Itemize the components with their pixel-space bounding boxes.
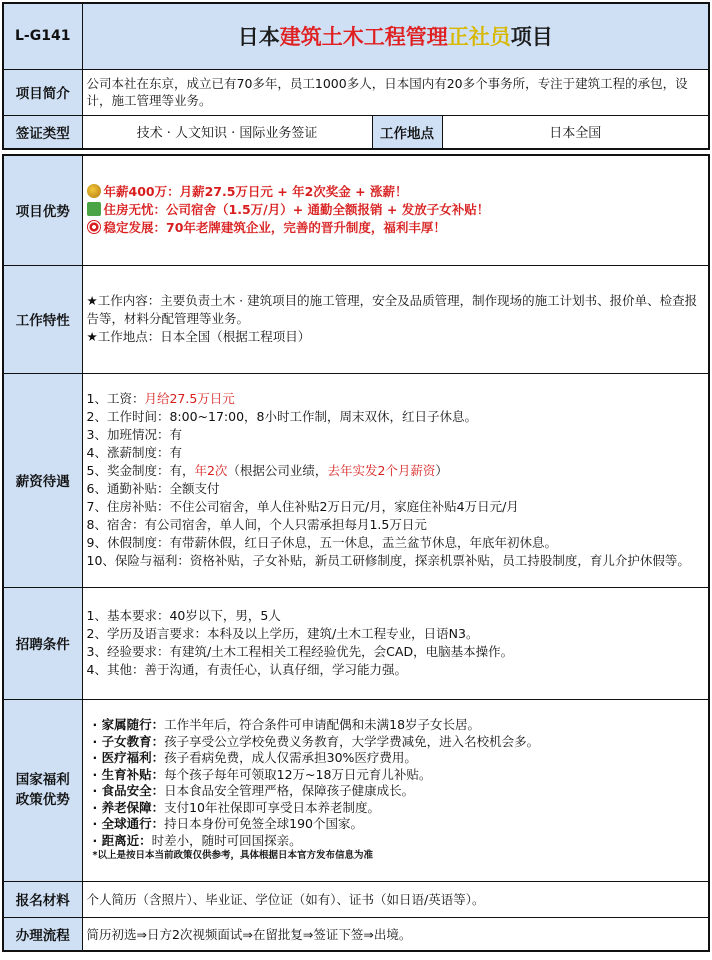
salary-line: 4、涨薪制度：有 [86,445,182,460]
features-label: 工作特性 [3,265,82,373]
welfare-item: · 全球通行：持日本身份可免签全球190个国家。 [92,816,363,831]
location-value: 日本全国 [442,115,709,149]
salary-line: 3、加班情况：有 [86,427,182,442]
salary-line: 2、工作时间：8:00~17:00，8小时工作制，周末双休，红日子休息。 [86,409,477,424]
house-icon [87,202,101,216]
project-code: L-G141 [3,3,82,69]
welfare-item: · 养老保障：支付10年社保即可享受日本养老制度。 [92,799,381,815]
salary-line: 9、休假制度：有带薪休假，红日子休息，五一休息，盂兰盆节休息，年底年初休息。 [86,535,557,550]
recruit-label: 招聘条件 [3,587,82,699]
location-label: 工作地点 [372,115,442,149]
welfare-item: · 家属随行：工作半年后，符合条件可申请配偶和未满18岁子女长居。 [92,717,481,732]
money-bag-icon [87,184,101,198]
visa-label: 签证类型 [3,115,82,149]
features-line: ★工作地点：日本全国（根据工程项目） [86,329,311,344]
advantage-item: 住房无忧：公司宿舍（1.5万/月）+ 通勤全额报销 + 发放子女补贴！ [87,201,705,219]
recruit-line: 1、基本要求：40岁以下，男，5人 [86,608,281,623]
title-part-3: 正社员 [447,25,511,50]
salary-line: 5、奖金制度：有，年2次（根据公司业绩，去年实发2个月薪资） [86,463,448,478]
recruit-line: 4、其他：善于沟通，有责任心，认真仔细，学习能力强。 [86,662,407,677]
visa-value: 技术 · 人文知识 · 国际业务签证 [82,115,372,149]
detail-table [2,154,710,952]
header-table [2,2,710,150]
title-part-4: 项目 [510,25,553,50]
salary-line: 1、工资：月给27.5万日元 [86,391,235,406]
welfare-item: · 子女教育：孩子享受公立学校免费义务教育，大学学费减免，进入名校机会多。 [92,733,540,749]
welfare-content [82,699,709,881]
recruit-content [82,587,709,699]
welfare-item: · 距离近：时差小，随时可回国探亲。 [92,832,302,848]
process-label: 办理流程 [3,917,82,951]
welfare-label: 国家福利 政策优势 [3,699,82,881]
salary-line: 10、保险与福利：资格补贴，子女补贴，新员工研修制度，探亲机票补贴，员工持股制度，育儿介护休假等。 [86,553,690,568]
page-title [82,3,709,69]
salary-line: 8、宿舍：有公司宿舍，单人间，个人只需承担每月1.5万日元 [86,517,427,532]
welfare-item: · 食品安全：日本食品安全管理严格，保障孩子健康成长。 [92,783,415,798]
advantages-label: 项目优势 [3,155,82,265]
salary-content [82,373,709,587]
salary-line: 7、住房补贴：不住公司宿舍，单人住补贴2万日元/月，家庭住补贴4万日元/月 [86,499,519,514]
welfare-item: · 生育补贴：每个孩子每年可领取12万~18万日元育儿补贴。 [92,766,432,782]
title-part-2: 建筑土木工程管理 [279,25,448,50]
target-icon [87,220,101,234]
intro-label: 项目简介 [3,69,82,115]
features-content [82,265,709,373]
welfare-item: · 医疗福利：孩子看病免费，成人仅需承担30%医疗费用。 [92,750,417,765]
materials-label: 报名材料 [3,881,82,917]
advantage-item: 年薪400万：月薪27.5万日元 + 年2次奖金 + 涨薪！ [87,183,705,201]
intro-text: 公司本社在东京，成立已有70多年，员工1000多人，日本国内有20多个事务所，专注于建筑工程的承包，设计，施工管理等业务。 [82,69,709,115]
title-part-1: 日本 [237,25,280,50]
advantage-item: 稳定发展：70年老牌建筑企业，完善的晋升制度，福利丰厚！ [87,219,705,237]
recruit-line: 3、经验要求：有建筑/土木工程相关工程经验优先，会CAD，电脑基本操作。 [86,644,514,659]
salary-label: 薪资待遇 [3,373,82,587]
process-text: 简历初选⇒日方2次视频面试⇒在留批复⇒签证下签⇒出境。 [82,917,709,951]
recruit-line: 2、学历及语言要求：本科及以上学历，建筑/土木工程专业，日语N3。 [86,626,479,641]
advantages-list [82,155,709,265]
features-line: ★工作内容：主要负责土木 · 建筑项目的施工管理，安全及品质管理，制作现场的施工计划书、报价单、检查报告等，材料分配管理等业务。 [86,293,698,326]
materials-text: 个人简历（含照片）、毕业证、学位证（如有）、证书（如日语/英语等）。 [82,881,709,917]
policy-note: *以上是按日本当前政策仅供参考，具体根据日本官方发布信息为准 [92,850,373,861]
salary-line: 6、通勤补贴：全额支付 [86,481,220,496]
